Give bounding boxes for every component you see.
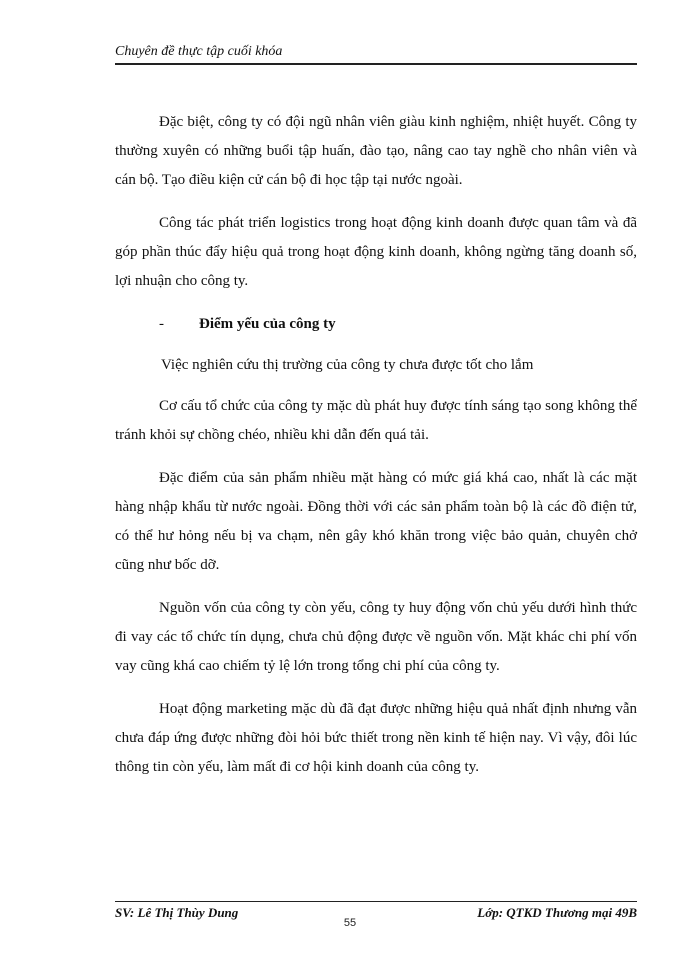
page-number: 55 xyxy=(343,917,357,929)
paragraph-market-research: Việc nghiên cứu thị trường của công ty chưa được tốt cho lắm xyxy=(161,357,534,373)
footer-student: SV: Lê Thị Thùy Dung xyxy=(115,905,239,920)
footer-divider xyxy=(115,901,637,902)
weakness-heading xyxy=(115,310,637,339)
footer-class: Lớp: QTKD Thương mại 49B xyxy=(477,905,637,920)
paragraph-structure: Cơ cấu tổ chức của công ty mặc dù phát huy được tính sáng tạo song không thể tránh khỏi sự chồng chéo, nhiều khi dẫn đến quá tải. xyxy=(115,398,637,443)
paragraph-logistics: Công tác phát triển logistics trong hoạt động kinh doanh được quan tâm và đã góp phần thúc đẩy hiệu quả trong hoạt động kinh doanh, không ngừng tăng doanh số, lợi nhuận cho công ty. xyxy=(115,215,637,289)
weakness-heading-label: Điểm yếu của công ty xyxy=(199,316,336,332)
paragraph-marketing: Hoạt động marketing mặc dù đã đạt được những hiệu quả nhất định nhưng vẫn chưa đáp ứng được những đòi hỏi bức thiết trong nền kinh tế hiện nay. Vì vậy, đôi lúc thông tin còn yếu, làm mất đi cơ hội kinh doanh của công ty. xyxy=(115,701,637,775)
header-divider xyxy=(115,63,637,65)
paragraph-products: Đặc điểm của sản phẩm nhiều mặt hàng có mức giá khá cao, nhất là các mặt hàng nhập khẩu từ nước ngoài. Đồng thời với các sản phẩm toàn bộ là các đồ điện tử, có thể hư hỏng nếu bị va chạm, nên gây khó khăn trong việc bảo quản, chuyên chở cũng như bốc dỡ. xyxy=(115,470,637,573)
paragraph-capital: Nguồn vốn của công ty còn yếu, công ty huy động vốn chủ yếu dưới hình thức đi vay các tổ chức tín dụng, chưa chủ động được về nguồn vốn. Mặt khác chi phí vốn vay cũng khá cao chiếm tỷ lệ lớn trong tổng chi phí của công ty. xyxy=(115,600,637,674)
paragraph-staff: Đặc biệt, công ty có đội ngũ nhân viên giàu kinh nghiệm, nhiệt huyết. Công ty thường xuyên có những buổi tập huấn, đào tạo, nâng cao tay nghề cho nhân viên và cán bộ. Tạo điều kiện cử cán bộ đi học tập tại nước ngoài. xyxy=(115,114,637,188)
document-body xyxy=(115,108,637,796)
bullet-dash: - xyxy=(159,316,164,332)
page-header-title: Chuyên đề thực tập cuối khóa xyxy=(115,44,283,59)
